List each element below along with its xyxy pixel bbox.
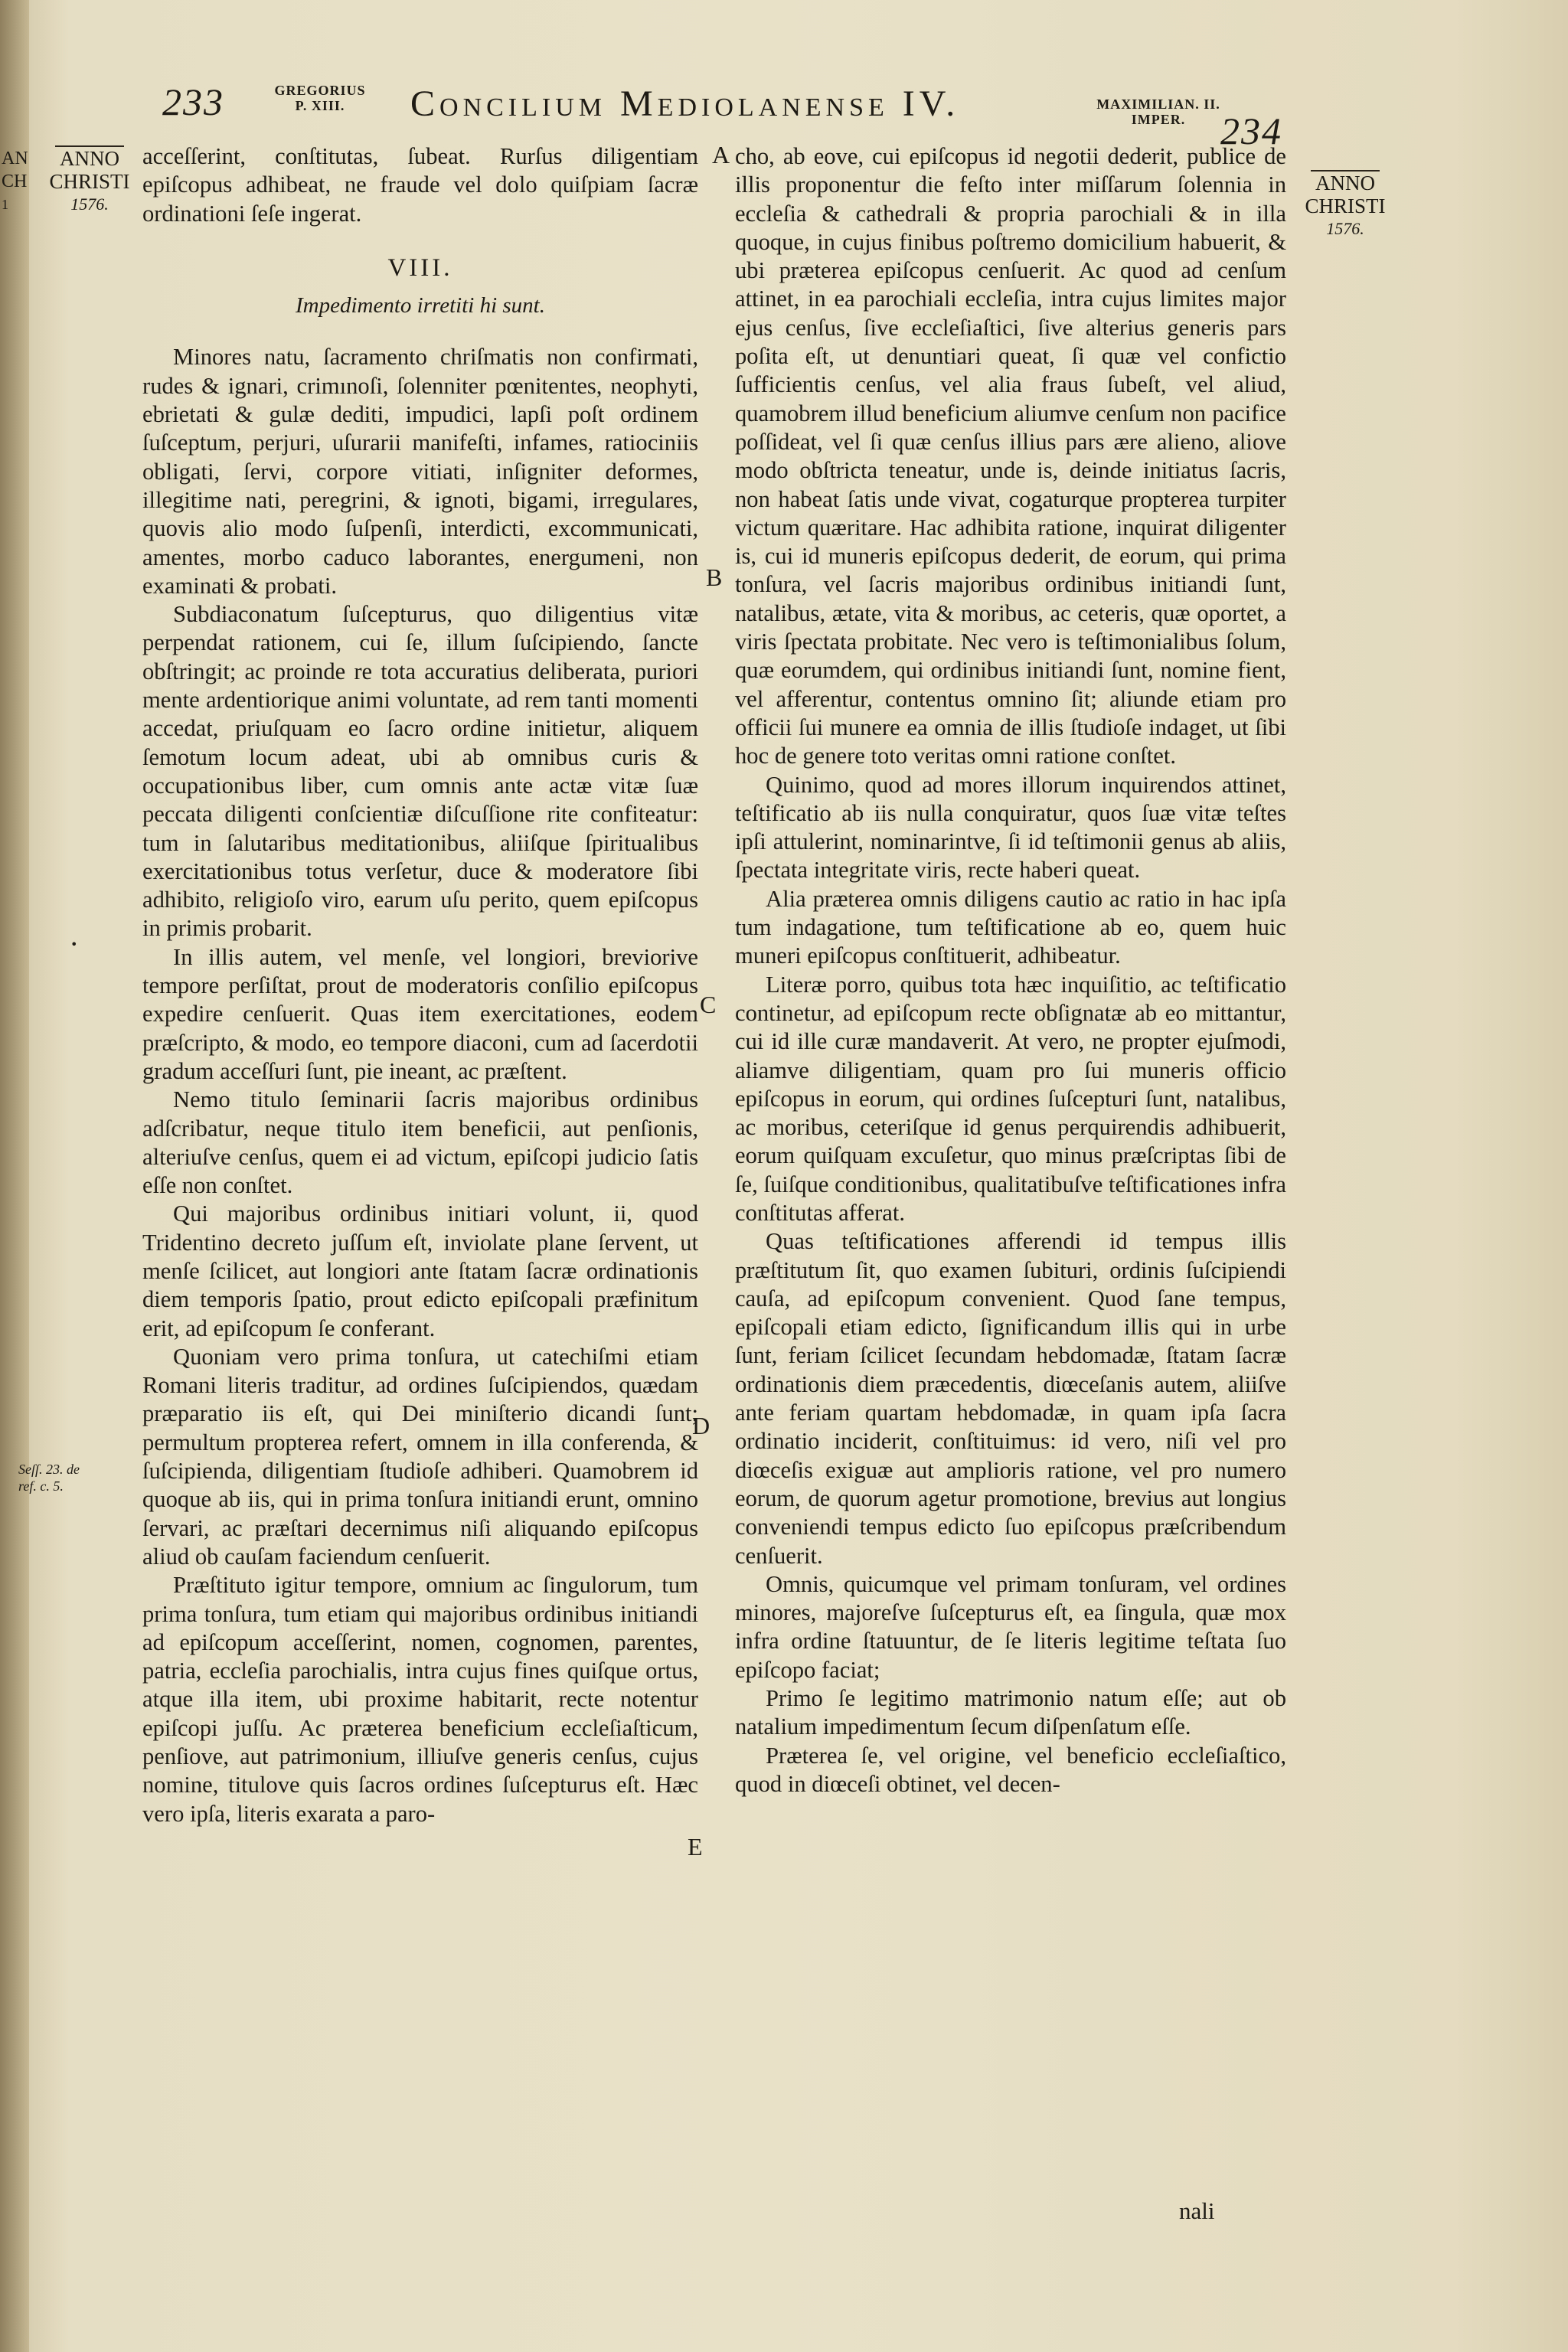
left-running-note — [259, 83, 381, 113]
left-column — [142, 142, 698, 1828]
paragraph: Minores natu, ſacramento chriſmatis non confirmati, rudes & ignari, crimınoſi, ſolenniter pœnitentes, neophyti, ebrietati & gulæ dediti, impudici, lapſi poſt ordinem ſuſceptum, perjuri, uſurarii manifeſti, infames, ratiociniis obligati, ſervi, corpore vitiati, inſigniter deformes, illegitime nati, peregrini, & ignoti, bigami, irregulares, quovis alio modo ſuſpenſi, interdicti, excommunicati, amentes, morbo caduco laborantes, energumeni, non examinati & probati. — [142, 344, 698, 599]
spine-fragment-line: 1 — [2, 197, 8, 212]
margin-letter-b: B — [706, 564, 723, 591]
paragraph: Quas teſtificationes afferendi id tempus illis præſtitutum ſit, quo examen ſubituri, ordinis ſuſcipiendi cauſa, ad epiſcopum convenient. Quod ſane tempus, epiſcopali etiam edicto, ſignificandum illis qui in urbe ſunt, feriam ſcilicet ſecundam hebdomadæ, ſtatam ſacræ ordinationis diem præcedentis, diœceſanis autem, aliiſve ante feriam quartam hebdomadæ, in quam ipſa ſacra ordinatio inciderit, conſtituimus: id vero, niſi vel pro diœceſis exiguæ aut amplioris ratione, vel pro numero eorum, de quorum agetur promotione, brevius aut longius conveniendi tempus edicto ſuo epiſcopus præſcribendum cenſuerit. — [735, 1228, 1286, 1569]
margin-letter-a: A — [712, 141, 730, 168]
margin-mark: • — [70, 937, 78, 952]
margin-reference: Seſſ. 23. de ref. c. 5. — [18, 1462, 80, 1494]
paragraph: Præſtituto igitur tempore, omnium ac ſingulorum, tum prima tonſura, tum etiam qui majoribus ordinibus initiandi ad epiſcopum acceſſerint, nomen, cognomen, parentes, patria, eccleſia parochialis, intra cujus fines quiſque ortus, atque illa item, ubi proxime habitarit, recte notentur epiſcopi juſſu. Ac præterea beneficium eccleſiaſticum, penſiove, aut patrimonium, illiuſve generis cenſus, cujus nomine, titulove quis ſacros ordines ſuſcepturus eſt. Hæc vero ipſa, literis exarata a paro- — [142, 1572, 698, 1827]
margin-letter-d: D — [692, 1412, 710, 1439]
margin-letter-c: C — [700, 991, 717, 1018]
year-label-christi: CHRISTI — [49, 170, 130, 193]
paragraph: In illis autem, vel menſe, vel longiori, breviorive tempore perſiſtat, prout de moderatoris conſilio epiſcopus expedire cenſuerit. Quas item exercitationes, eodem præſcripto, & modo, eo tempore diaconi, cum ad ſacerdotii gradum acceſſuri ſunt, pie ineant, ac præſtent. — [142, 943, 698, 1084]
section-title: Impedimento irretiti hi sunt. — [296, 293, 545, 318]
year-label-christi: CHRISTI — [1305, 194, 1386, 217]
year-label-number: 1576. — [70, 194, 109, 214]
running-title: Concilium Mediolanense IV. — [410, 83, 960, 124]
margin-letter-e: E — [688, 1833, 703, 1860]
spine-fragment-line: CH — [2, 172, 28, 191]
year-label-number: 1576. — [1326, 219, 1364, 238]
left-running-note-line1: GREGORIUS — [274, 83, 366, 98]
paragraph: Primo ſe legitimo matrimonio natum eſſe; aut ob natalium impedimentum ſecum diſpenſatum eſſe. — [735, 1685, 1286, 1740]
paragraph: Præterea ſe, vel origine, vel beneficio eccleſiaſtico, quod in diœceſi obtinet, vel decen- — [735, 1742, 1286, 1797]
catchword: nali — [1179, 2197, 1215, 2224]
year-label-anno: ANNO — [1311, 170, 1380, 194]
paragraph: Nemo titulo ſeminarii ſacris majoribus ordinibus adſcribatur, neque titulo item beneficii, aut penſionis, alteriuſve cenſus, quem ei ad victum, epiſcopi judicio ſatis eſſe non conſtet. — [142, 1086, 698, 1199]
right-page-number: 234 — [1220, 109, 1282, 152]
year-label-anno: ANNO — [55, 145, 124, 170]
right-running-note-line1: MAXIMILIAN. II. — [1096, 96, 1220, 112]
right-column — [735, 142, 1286, 1798]
paragraph: Quinimo, quod ad mores illorum inquirendos attinet, teſtificatio ab iis nulla conquiratur, quos ſuæ vitæ teſtes ipſi attulerint, nominarintve, ſi id teſtimonii genus ab aliis, ſpectata integritate viris, recte haberi queat. — [735, 771, 1286, 884]
left-page-number: 233 — [162, 80, 224, 123]
spine-fragment-line: AN — [2, 149, 28, 168]
paragraph: Quoniam vero prima tonſura, ut catechiſmi etiam Romani literis traditur, ad ordines ſuſcipiendos, quædam præparatio iis eſt, qui Dei miniſterio dicandi ſunt; permultum propterea refert, omnem in illa conferenda, & ſuſcipienda, diligentiam ſtudioſe adhiberi. Quamobrem id quoque ab iis, qui in prima tonſura initiandi erunt, omnino ſervari, ac præſtari decernimus niſi aliquando epiſcopus aliud ob cauſam faciendum cenſuerit. — [142, 1343, 698, 1570]
spine-fragment — [2, 147, 29, 216]
paragraph: cho, ab eove, cui epiſcopus id negotii dederit, publice de illis proponentur die feſto inter miſſarum ſolennia in eccleſia & cathedrali & propria parochiali & in illa quoque, in cujus finibus poſtremo domicilium habuerit, & ubi præterea epiſcopus cenſuerit. Ac quod ad cenſum attinet, in ea parochiali eccleſia, intra cujus limites major ejus cenſus, ſive eccleſiaſtici, ſive alterius generis pars poſita eſt, ut denuntiari queat, ſi quæ vel confictio ſufficientis cenſus, vel alia fraus ſubeſt, vel aliud, quamobrem illud beneficium aliumve cenſum non pacifice poſſideat, vel ſi quæ cenſus illius pars ære alieno, aliove modo obſtricta teneatur, unde is, deinde initiatus ſacris, non habeat ſatis unde vivat, cogaturque propterea turpiter victum quæritare. Hac adhibita ratione, inquirat diligenter is, cui id muneris epiſcopus dederit, de eorum, qui prima tonſura, vel ſacris majoribus ordinibus initiandi ſunt, natalibus, ætate, vita & moribus, ac ceteris, quæ oportet, a viris ſpectata probitate. Nec vero is teſtimonialibus ſolum, quæ eorumdem, qui ordinibus initiandi ſunt, nomine fient, vel afferentur, contentus omnino ſit; aliunde etiam pro officii ſui munere ea omnia de illis ſtudioſe indaget, ut ſibi hoc de genere toto veritas omni ratione conſtet. — [735, 143, 1286, 769]
binding-gutter — [0, 0, 29, 2352]
left-running-note-line2: P. XIII. — [295, 98, 345, 113]
paragraph: Literæ porro, quibus tota hæc inquiſitio, ac teſtificatio continetur, ad epiſcopum recte obſignatæ ab eo mittantur, cui id ille curæ mandaverit. At vero, ne propter ejuſmodi, aliamve diligentiam, quam pro ſui muneris officio epiſcopus in eorum, qui ordines ſuſcepturi ſunt, natalibus, ac moribus, ceteriſque id genus perquirendis adhibuerit, eorum quiſquam excuſetur, quo minus præſcriptas ſibi de ſe, ſuiſque conditionibus, qualitatibuſve teſtificationes infra conſtitutas afferat. — [735, 971, 1286, 1226]
right-running-note — [1086, 96, 1231, 127]
year-label-left — [40, 145, 139, 216]
paragraph: Qui majoribus ordinibus initiari volunt, ii, quod Tridentino decreto juſſum eſt, inviolate plane ſervent, ut menſe ſcilicet, aut longiori ante ſtatam ſacræ ordinationis diem temporis ſpatio, prout edicto epiſcopali præfinitum erit, ad epiſcopum ſe conferant. — [142, 1200, 698, 1341]
paragraph: acceſſerint, conſtitutas, ſubeat. Rurſus diligentiam epiſcopus adhibeat, ne fraude vel dolo quiſpiam ſacræ ordinationi ſeſe ingerat. — [142, 143, 698, 227]
year-label-right — [1288, 170, 1403, 240]
paragraph: Omnis, quicumque vel primam tonſuram, vel ordines minores, majoreſve ſuſcepturus eſt, ea ſingula, quæ mox infra ordine ſtatuuntur, de ſe literis legitime teſtata ſuo epiſcopo faciat; — [735, 1570, 1286, 1683]
paragraph: Subdiaconatum ſuſcepturus, quo diligentius vitæ perpendat rationem, cui ſe, illum ſuſcipiendo, ſancte obſtringit; ac proinde re tota accuratius deliberata, puriori mente ardentiorique animi voluntate, ad rem tanti momenti accedat, priuſquam eo ſacro ordine initietur, aliquem ſemotum locum adeat, ubi ab omnibus curis & occupationibus liber, cum omnis ante actæ vitæ ſuæ peccata diligenti conſcientiæ diſcuſſione rite confiteatur: tum in ſalutaribus meditationibus, aliiſque ſpiritualibus exercitationibus totus verſetur, duce & moderatore ſibi adhibito, religioſo viro, earum uſu perito, quem epiſcopus in primis probarit. — [142, 601, 698, 942]
paragraph: Alia præterea omnis diligens cautio ac ratio in hac ipſa tum indagatione, tum teſtificatione ab eo, quem huic muneri epiſcopus conſtituerit, adhibeatur. — [735, 885, 1286, 969]
section-number: VIII. — [387, 253, 453, 282]
right-running-note-line2: IMPER. — [1131, 112, 1186, 127]
